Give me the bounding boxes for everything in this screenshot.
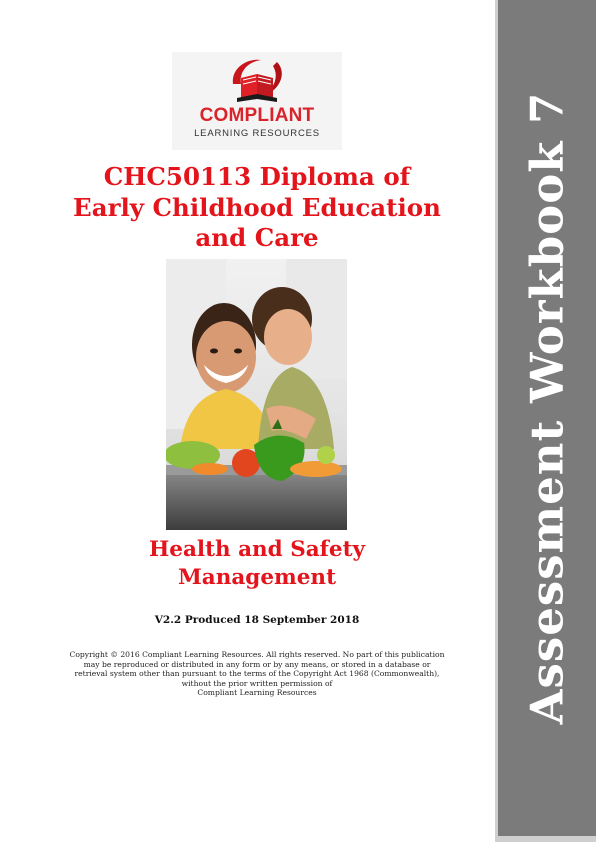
copyright-line: without the prior written permission of [181,678,333,688]
compliant-logo [172,52,342,150]
copyright-line: retrieval system other than pursuant to the terms of the Copyright Act 1968 (Commonwealth), [74,669,440,679]
course-title-line: CHC50113 Diploma of [103,162,411,191]
unit-title-line: Health and Safety [148,537,366,562]
logo-subtext: LEARNING RESOURCES [194,128,320,139]
course-title-line: and Care [195,223,319,252]
course-title [40,162,474,254]
course-title-line: Early Childhood Education [73,192,441,222]
workbook-title: Assessment Workbook 7 [520,91,574,725]
copyright-line: Compliant Learning Resources [197,688,317,698]
open-book-logo-icon [227,54,287,104]
version-line: V2.2 Produced 18 September 2018 [154,614,360,626]
logo-brand-text: COMPLIANT [199,105,315,126]
copyright-notice [45,650,469,698]
unit-title [60,536,454,592]
copyright-line: may be reproduced or distributed in any form or by any means, or stored in a database or [83,659,431,669]
cover-photo [166,259,347,530]
unit-title-line: Management [178,565,336,590]
copyright-line: Copyright © 2016 Compliant Learning Resources. All rights reserved. No part of this publication [69,650,445,659]
